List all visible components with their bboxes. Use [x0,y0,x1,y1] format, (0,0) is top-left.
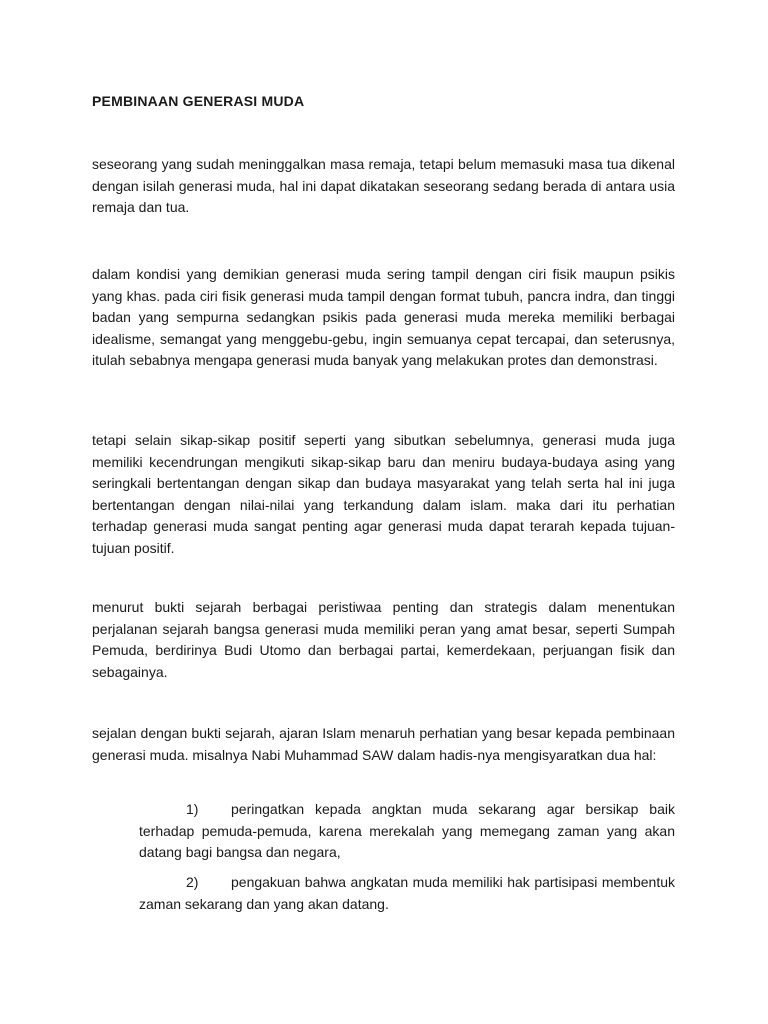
paragraph-5: sejalan dengan bukti sejarah, ajaran Islam menaruh perhatian yang besar kepada pembinaan generasi muda. misalnya Nabi Muhammad SAW dalam hadis-nya mengisyaratkan dua hal: [92,725,675,763]
list-item-text: peringatkan kepada angktan muda sekarang agar bersikap baik terhadap pemuda-pemuda, karena merekalah yang memegang zaman yang akan datang bagi bangsa dan negara, [139,801,675,860]
paragraph-3: tetapi selain sikap-sikap positif seperti yang sibutkan sebelumnya, generasi muda juga memiliki kecendrungan mengikuti sikap-sikap baru dan meniru budaya-budaya asing yang seringkali bertentangan dengan sikap dan budaya masyarakat yang telah serta hal ini juga bertentangan dengan nilai-nilai yang terkandung dalam islam. maka dari itu perhatian terhadap generasi muda sangat penting agar generasi muda dapat terarah kepada tujuan-tujuan positif. [92,432,675,556]
paragraph-4: menurut bukti sejarah berbagai peristiwaa penting dan strategis dalam menentukan perjalanan sejarah bangsa generasi muda memiliki peran yang amat besar, seperti Sumpah Pemuda, berdirinya Budi Utomo dan berbagai partai, kemerdekaan, perjuangan fisik dan sebagainya. [92,599,675,680]
document-title: PEMBINAAN GENERASI MUDA [92,93,305,109]
paragraph-2: dalam kondisi yang demikian generasi muda sering tampil dengan ciri fisik maupun psikis yang khas. pada ciri fisik generasi muda tampil dengan format tubuh, pancra indra, dan tinggi badan yang sempurna sedangkan psikis pada generasi muda mereka memiliki berbagai idealisme, semangat yang menggebu-gebu, ingin semuanya cepat tercapai, dan seterusnya, itulah sebabnya mengapa generasi muda banyak yang melakukan protes dan demonstrasi. [92,266,675,368]
paragraph-1: seseorang yang sudah meninggalkan masa remaja, tetapi belum memasuki masa tua dikenal dengan isilah generasi muda, hal ini dapat dikatakan seseorang sedang berada di antara usia remaja dan tua. [92,156,675,215]
list-item-number: 1) [186,801,199,817]
list-item-number: 2) [186,874,199,890]
list-item [139,872,675,915]
list-item [139,799,675,864]
list-item-text: pengakuan bahwa angkatan muda memiliki hak partisipasi membentuk zaman sekarang dan yang akan datang. [139,874,675,912]
